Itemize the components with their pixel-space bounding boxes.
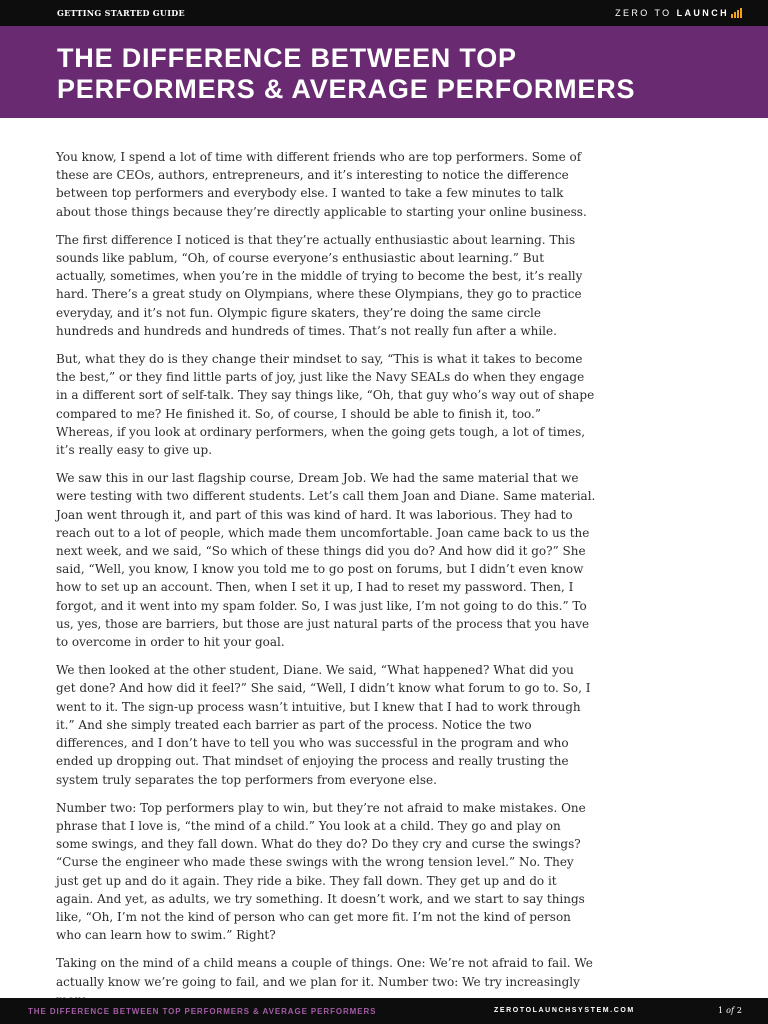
page-counter (718, 1006, 742, 1015)
brand-logo (615, 6, 742, 20)
paragraph: But, what they do is they change their mindset to say, “This is what it takes to become the best,” or they find little parts of joy, just like the Navy SEALs do when they engage in a different sort of self-talk. They say things like, “Oh, that guy who’s way out of shape compared to me? He finished it. So, of course, I should be able to finish it, too.” Whereas, if you look at ordinary performers, when the going gets tough, a lot of times, it’s really easy to give up. (56, 352, 595, 458)
paragraph: The first difference I noticed is that they’re actually enthusiastic about learning. This sounds like pablum, “Oh, of course everyone’s enthusiastic about learning.” But actually, sometimes, when you’re in the middle of trying to become the best, it’s really hard. There’s a great study on Olympians, where these Olympians, they go to practice everyday, and it’s not fun. Olympic figure skaters, they’re doing the same circle hundreds and hundreds and hundreds of times. That’s not really fun after a while. (56, 232, 583, 338)
page-title-line-1: THE DIFFERENCE BETWEEN TOP (57, 43, 517, 73)
brand-text-light: ZERO TO (615, 8, 672, 18)
brand-text-bold: LAUNCH (676, 8, 729, 18)
article-body (56, 148, 596, 1019)
page-title-line-2: PERFORMERS & AVERAGE PERFORMERS (57, 74, 636, 104)
signal-bars-icon (730, 8, 742, 18)
paragraph: You know, I spend a lot of time with different friends who are top performers. Some of these are CEOs, authors, entrepreneurs, and it’s interesting to notice the difference between top performers and everybody else. I wanted to take a few minutes to talk about those things because they’re directly applicable to starting your online business. (56, 150, 587, 219)
guide-label: GETTING STARTED GUIDE (57, 8, 185, 18)
top-bar (0, 0, 768, 26)
page-total: 2 (736, 1006, 742, 1015)
page-current: 1 (718, 1006, 724, 1015)
page-separator: of (726, 1006, 734, 1015)
paragraph: Number two: Top performers play to win, but they’re not afraid to make mistakes. One phrase that I love is, “the mind of a child.” You look at a child. They go and play on some swings, and they fall down. What do they do? Do they cry and curse the swings? “Curse the engineer who made these swings with the wrong tension level.” No. They just get up and do it again. They ride a bike. They fall down. They get up and do it again. And yet, as adults, we try something. It doesn’t work, and we start to say things like, “Oh, I’m not the kind of person who can get more fit. I’m not the kind of person who can learn how to swim.” Right? (56, 800, 586, 943)
footer-site-link[interactable]: ZEROTOLAUNCHSYSTEM.COM (494, 1007, 635, 1014)
page-title (57, 43, 747, 105)
paragraph: We saw this in our last flagship course, Dream Job. We had the same material that we were testing with two different students. Let’s call them Joan and Diane. Same material. Joan went through it, and part of this was kind of hard. It was laborious. They had to reach out to a lot of people, which made them uncomfortable. Joan came back to us the next week, and we said, “So which of these things did you do? And how did it go?” She said, “Well, you know, I know you told me to go post on forums, but I didn’t even know how to set up an account. Then, when I set it up, I had to reset my password. Then, I forgot, and it went into my spam folder. So, I was just like, I’m not going to do this.” To us, yes, those are barriers, but those are just natural parts of the process that you have to overcome in order to hit your goal. (56, 471, 596, 650)
footer-bar (0, 998, 768, 1024)
footer-title: THE DIFFERENCE BETWEEN TOP PERFORMERS & AVERAGE PERFORMERS (28, 1007, 377, 1016)
paragraph: We then looked at the other student, Diane. We said, “What happened? What did you get done? And how did it feel?” She said, “Well, I didn’t know what forum to go to. So, I went to it. The sign-up process wasn’t intuitive, but I knew that I had to work through it.” And she simply treated each barrier as part of the process. Notice the two differences, and I don’t have to tell you who was successful in the program and who ended up dropping out. That mindset of enjoying the process and really trusting the system truly separates the top performers from everyone else. (56, 663, 591, 787)
title-banner (0, 26, 768, 118)
paragraph: Taking on the mind of a child means a couple of things. One: We’re not afraid to fail. We actually know we’re going to fail, and we plan for it. Number two: We try increasingly (56, 956, 593, 989)
